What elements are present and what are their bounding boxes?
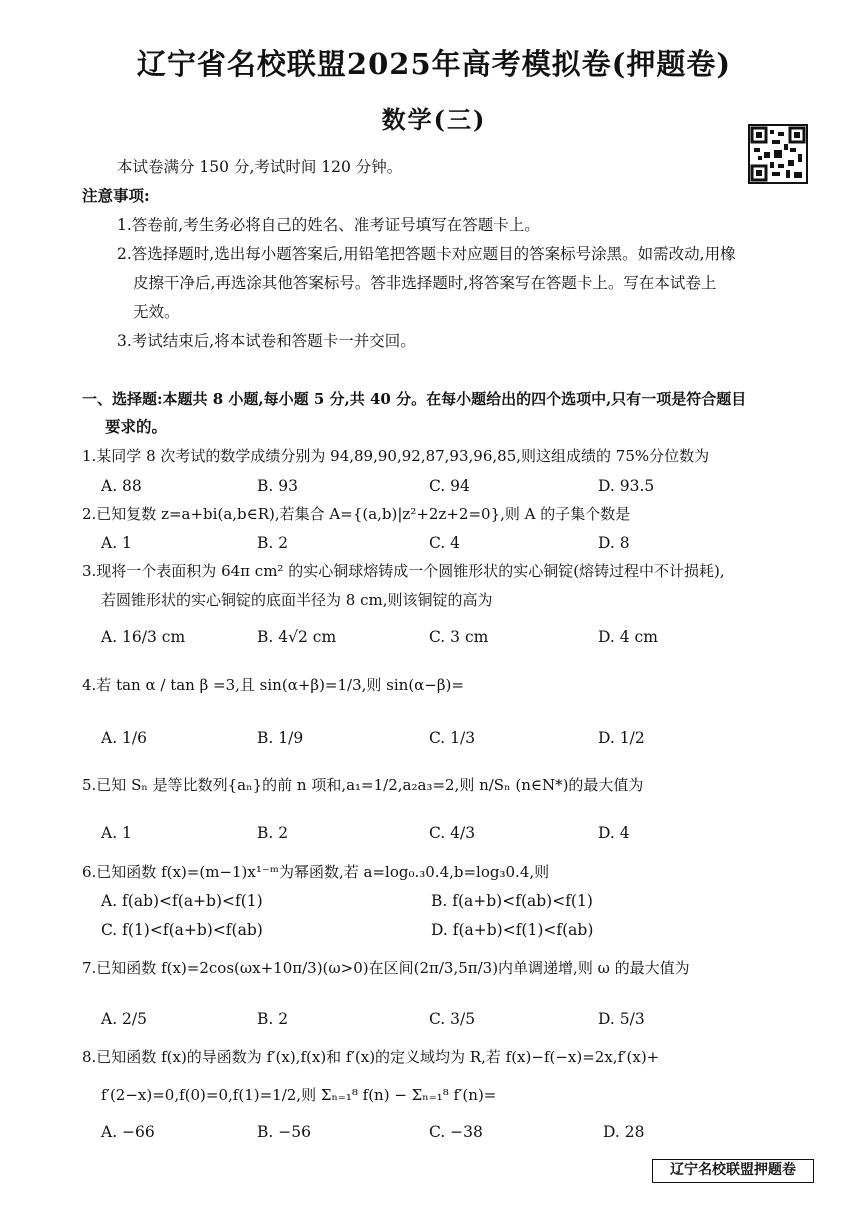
option-a: A. f(ab)<f(a+b)<f(1): [101, 892, 263, 910]
option-d: D. 5/3: [598, 1010, 645, 1028]
option-c: C. 94: [429, 477, 470, 495]
option-c: C. f(1)<f(a+b)<f(ab): [101, 921, 263, 939]
option-b: B. 2: [257, 824, 289, 842]
question-stem: 2.已知复数 z=a+bi(a,b∈R),若集合 A={(a,b)|z²+2z+2=0},则 A 的子集个数是: [82, 505, 631, 523]
option-c: C. 3/5: [429, 1010, 476, 1028]
option-c: C. 1/3: [429, 729, 476, 747]
option-d: D. 1/2: [598, 729, 645, 747]
section-heading: 一、选择题:本题共 8 小题,每小题 5 分,共 40 分。在每小题给出的四个选项中,只有一项是符合题目: [82, 390, 747, 408]
option-a: A. 1/6: [101, 729, 147, 747]
question-stem: 3.现将一个表面积为 64π cm² 的实心铜球熔铸成一个圆锥形状的实心铜锭(熔铸过程中不计损耗),: [82, 562, 725, 580]
footer-label: 辽宁名校联盟押题卷: [652, 1159, 814, 1183]
question-stem: 7.已知函数 f(x)=2cos(ωx+10π/3)(ω>0)在区间(2π/3,5π/3)内单调递增,则 ω 的最大值为: [82, 959, 690, 977]
option-d: D. 28: [603, 1123, 645, 1141]
option-d: D. 4 cm: [598, 628, 658, 646]
notes-line: 3.考试结束后,将本试卷和答题卡一并交回。: [117, 332, 416, 350]
question-stem: 8.已知函数 f(x)的导函数为 f′(x),f(x)和 f′(x)的定义域均为 R,若 f(x)−f(−x)=2x,f′(x)+: [82, 1048, 660, 1066]
option-a: A. −66: [101, 1123, 155, 1141]
question-stem: 5.已知 Sₙ 是等比数列{aₙ}的前 n 项和,a₁=1/2,a₂a₃=2,则 n/Sₙ (n∈N*)的最大值为: [82, 776, 644, 794]
option-b: B. 1/9: [257, 729, 304, 747]
option-c: C. −38: [429, 1123, 483, 1141]
question-stem: 1.某同学 8 次考试的数学成绩分别为 94,89,90,92,87,93,96,85,则这组成绩的 75%分位数为: [82, 447, 710, 465]
notes-line: 2.答选择题时,选出每小题答案后,用铅笔把答题卡对应题目的答案标号涂黑。如需改动,用橡: [117, 245, 736, 263]
section-heading-cont: 要求的。: [105, 417, 168, 436]
option-d: D. f(a+b)<f(1)<f(ab): [431, 921, 594, 939]
option-a: A. 16/3 cm: [101, 628, 186, 646]
question-stem: 6.已知函数 f(x)=(m−1)x¹⁻ᵐ为幂函数,若 a=log₀.₃0.4,b=log₃0.4,则: [82, 863, 550, 881]
notes-heading: 注意事项:: [82, 186, 150, 205]
option-b: B. 93: [257, 477, 298, 495]
option-c: C. 4/3: [429, 824, 476, 842]
question-stem-cont: f′(2−x)=0,f(0)=0,f(1)=1/2,则 Σₙ₌₁⁸ f(n) − Σₙ₌₁⁸ f′(n)=: [101, 1086, 497, 1104]
option-d: D. 4: [598, 824, 630, 842]
option-b: B. f(a+b)<f(ab)<f(1): [431, 892, 593, 910]
notes-line: 1.答卷前,考生务必将自己的姓名、准考证号填写在答题卡上。: [117, 216, 540, 234]
option-c: C. 4: [429, 534, 461, 552]
option-a: A. 1: [101, 824, 132, 842]
option-b: B. 2: [257, 534, 289, 552]
exam-intro: 本试卷满分 150 分,考试时间 120 分钟。: [117, 158, 403, 176]
notes-line: 皮擦干净后,再选涂其他答案标号。答非选择题时,将答案写在答题卡上。写在本试卷上: [133, 274, 717, 292]
option-b: B. −56: [257, 1123, 311, 1141]
question-stem: 4.若 tan α / tan β =3,且 sin(α+β)=1/3,则 sin(α−β)=: [82, 676, 464, 694]
option-b: B. 4√2 cm: [257, 628, 337, 646]
option-b: B. 2: [257, 1010, 289, 1028]
option-a: A. 1: [101, 534, 132, 552]
option-d: D. 8: [598, 534, 630, 552]
qr-code-icon: [748, 124, 808, 184]
option-a: A. 88: [101, 477, 142, 495]
exam-title: 辽宁省名校联盟2025年高考模拟卷(押题卷): [136, 47, 732, 81]
option-a: A. 2/5: [101, 1010, 147, 1028]
option-d: D. 93.5: [598, 477, 655, 495]
option-c: C. 3 cm: [429, 628, 489, 646]
question-stem-cont: 若圆锥形状的实心铜锭的底面半径为 8 cm,则该铜锭的高为: [101, 591, 493, 609]
exam-subtitle: 数学(三): [381, 105, 487, 134]
notes-line: 无效。: [133, 303, 180, 321]
